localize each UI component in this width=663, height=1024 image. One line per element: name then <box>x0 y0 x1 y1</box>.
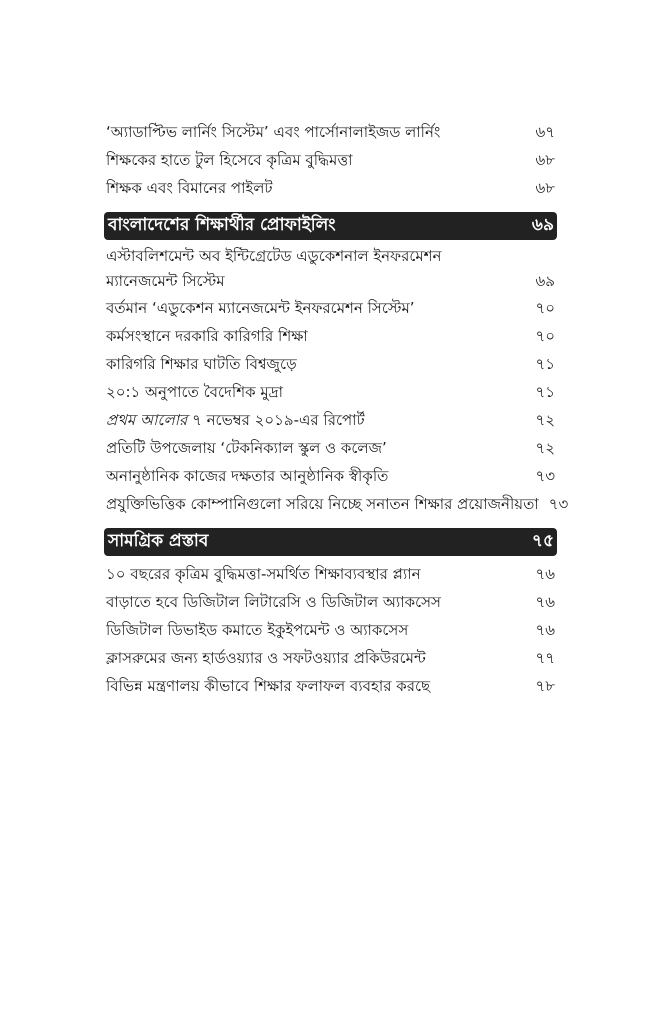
toc-entry-page: ৭৭ <box>535 649 555 667</box>
toc-entry-title: প্রযুক্তিভিত্তিক কোম্পানিগুলো সরিয়ে নিচ্ছে সনাতন শিক্ষার প্রয়োজনীয়তা <box>106 495 539 513</box>
toc-entry-title: ২০:১ অনুপাতে বৈদেশিক মুদ্রা <box>106 383 283 401</box>
toc-entry-title: প্রতিটি উপজেলায় ‘টেকনিক্যাল স্কুল ও কলেজ’ <box>106 439 387 457</box>
section-header-student-profiling[interactable] <box>104 212 557 240</box>
toc-entry-title-line2: ম্যানেজমেন্ট সিস্টেম <box>106 272 225 290</box>
toc-entry-page: ৭১ <box>535 383 555 401</box>
toc-entry-page: ৭০ <box>535 327 555 345</box>
toc-entry-title-rest: ৭ নভেম্বর ২০১৯-এর রিপোর্ট <box>187 411 365 429</box>
toc-entry-page: ৬৭ <box>535 123 555 141</box>
section-title: বাংলাদেশের শিক্ষার্থীর প্রোফাইলিং <box>108 215 336 235</box>
toc-entry-page: ৭৬ <box>535 621 555 639</box>
toc-entry-page: ৭১ <box>535 355 555 373</box>
toc-entry[interactable] <box>104 434 557 462</box>
toc-entry-title: ‘অ্যাডাপ্টিভ লার্নিং সিস্টেম’ এবং পার্সোনালাইজড লার্নিং <box>106 123 441 141</box>
toc-entry[interactable] <box>104 672 557 700</box>
toc-entry[interactable] <box>104 644 557 672</box>
toc-entry-title: কারিগরি শিক্ষার ঘাটতি বিশ্বজুড়ে <box>106 355 297 373</box>
toc-entry-page: ৭২ <box>535 411 555 429</box>
toc-entry-title: বাড়াতে হবে ডিজিটাল লিটারেসি ও ডিজিটাল অ্যাকসেস <box>106 593 441 611</box>
toc-entry-title: কর্মসংস্থানে দরকারি কারিগরি শিক্ষা <box>106 327 308 345</box>
section-title: সামগ্রিক প্রস্তাব <box>108 531 209 551</box>
newspaper-name: প্রথম আলোর <box>106 411 188 429</box>
toc-entry-page: ৭৬ <box>535 565 555 583</box>
toc-entry-title-line1: এস্টাবলিশমেন্ট অব ইন্টিগ্রেটেড এডুকেশনাল ইনফরমেশন <box>106 247 442 265</box>
toc-entry[interactable] <box>104 406 557 434</box>
toc-entry-title <box>106 406 365 434</box>
toc-entry-title: ডিজিটাল ডিভাইড কমাতে ইকুইপমেন্ট ও অ্যাকসেস <box>106 621 409 639</box>
toc-entry-page: ৬৮ <box>535 151 555 169</box>
toc-entry-page: ৬৮ <box>535 179 555 197</box>
toc-entry[interactable] <box>104 350 557 378</box>
toc-entry[interactable] <box>104 616 557 644</box>
toc-entry[interactable] <box>104 322 557 350</box>
toc-entry-page: ৭২ <box>535 439 555 457</box>
toc-entry-title: অনানুষ্ঠানিক কাজের দক্ষতার আনুষ্ঠানিক স্বীকৃতি <box>106 467 389 485</box>
toc-entry[interactable] <box>104 244 557 294</box>
toc-entry-title: শিক্ষকের হাতে টুল হিসেবে কৃত্রিম বুদ্ধিমত্তা <box>106 151 353 169</box>
toc-entry[interactable] <box>104 378 557 406</box>
table-of-contents <box>104 118 569 700</box>
toc-entry[interactable] <box>104 490 569 518</box>
toc-entry[interactable] <box>104 146 557 174</box>
toc-entry[interactable] <box>104 294 557 322</box>
section-header-overall-proposal[interactable] <box>104 528 557 556</box>
toc-entry-title: বর্তমান ‘এডুকেশন ম্যানেজমেন্ট ইনফরমেশন সিস্টেম’ <box>106 299 415 317</box>
toc-entry[interactable] <box>104 118 557 146</box>
toc-entry-title: শিক্ষক এবং বিমানের পাইলট <box>106 179 273 197</box>
toc-entry-title: ক্লাসরুমের জন্য হার্ডওয়্যার ও সফটওয়্যার প্রকিউরমেন্ট <box>106 649 426 667</box>
toc-entry[interactable] <box>104 174 557 202</box>
toc-entry-page: ৭৩ <box>535 467 555 485</box>
toc-entry-page: ৭৮ <box>535 677 555 695</box>
section-page: ৬৯ <box>531 215 554 235</box>
toc-entry-page: ৭০ <box>535 299 555 317</box>
toc-entry[interactable] <box>104 462 557 490</box>
toc-entry-page: ৬৯ <box>535 272 555 290</box>
toc-entry[interactable] <box>104 588 557 616</box>
toc-entry-page: ৭৬ <box>535 593 555 611</box>
toc-entry-title: ১০ বছরের কৃত্রিম বুদ্ধিমত্তা-সমর্থিত শিক্ষাব্যবস্থার প্ল্যান <box>106 565 421 583</box>
toc-entry-title: বিভিন্ন মন্ত্রণালয় কীভাবে শিক্ষার ফলাফল ব্যবহার করছে <box>106 677 431 695</box>
toc-entry-page: ৭৩ <box>548 495 569 513</box>
section-page: ৭৫ <box>531 531 554 551</box>
toc-entry[interactable] <box>104 560 557 588</box>
